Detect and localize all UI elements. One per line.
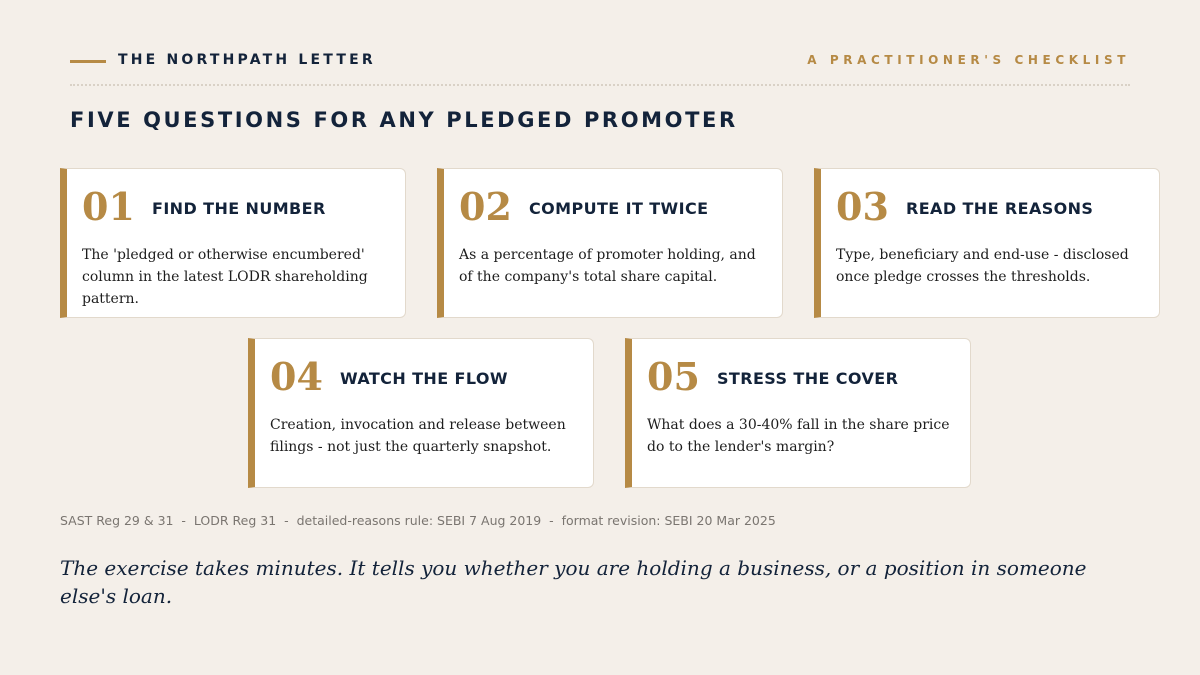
dotted-divider — [70, 84, 1130, 86]
checklist-card-1 — [60, 168, 406, 318]
card-title: WATCH THE FLOW — [340, 369, 508, 388]
card-title: COMPUTE IT TWICE — [529, 199, 709, 218]
closing-statement: The exercise takes minutes. It tells you whether you are holding a business, or a position in someone else's loan. — [60, 556, 1087, 608]
card-number: 02 — [459, 184, 512, 229]
brand-name: THE NORTHPATH LETTER — [118, 52, 376, 68]
checklist-card-3 — [814, 168, 1160, 318]
card-number: 04 — [270, 354, 323, 399]
checklist-card-4 — [248, 338, 594, 488]
card-body: As a percentage of promoter holding, and of the company's total share capital. — [459, 247, 756, 285]
sources-line: SAST Reg 29 & 31 - LODR Reg 31 - detailed-reasons rule: SEBI 7 Aug 2019 - format revision: SEBI 20 Mar 2025 — [60, 513, 776, 528]
tagline: A PRACTITIONER'S CHECKLIST — [807, 53, 1130, 67]
brand-rule — [70, 60, 106, 63]
masthead — [70, 52, 1130, 70]
card-title: READ THE REASONS — [906, 199, 1094, 218]
card-title: FIND THE NUMBER — [152, 199, 326, 218]
card-title: STRESS THE COVER — [717, 369, 899, 388]
card-number: 03 — [836, 184, 889, 229]
card-number: 01 — [82, 184, 135, 229]
card-number: 05 — [647, 354, 700, 399]
checklist-card-5 — [625, 338, 971, 488]
card-body: Creation, invocation and release between filings - not just the quarterly snapshot. — [270, 417, 566, 455]
checklist-card-2 — [437, 168, 783, 318]
card-body: The 'pledged or otherwise encumbered' column in the latest LODR shareholding pattern. — [82, 247, 368, 307]
page-title: FIVE QUESTIONS FOR ANY PLEDGED PROMOTER — [70, 108, 738, 132]
card-body: Type, beneficiary and end-use - disclosed once pledge crosses the thresholds. — [836, 247, 1129, 285]
card-body: What does a 30-40% fall in the share price do to the lender's margin? — [647, 417, 950, 455]
